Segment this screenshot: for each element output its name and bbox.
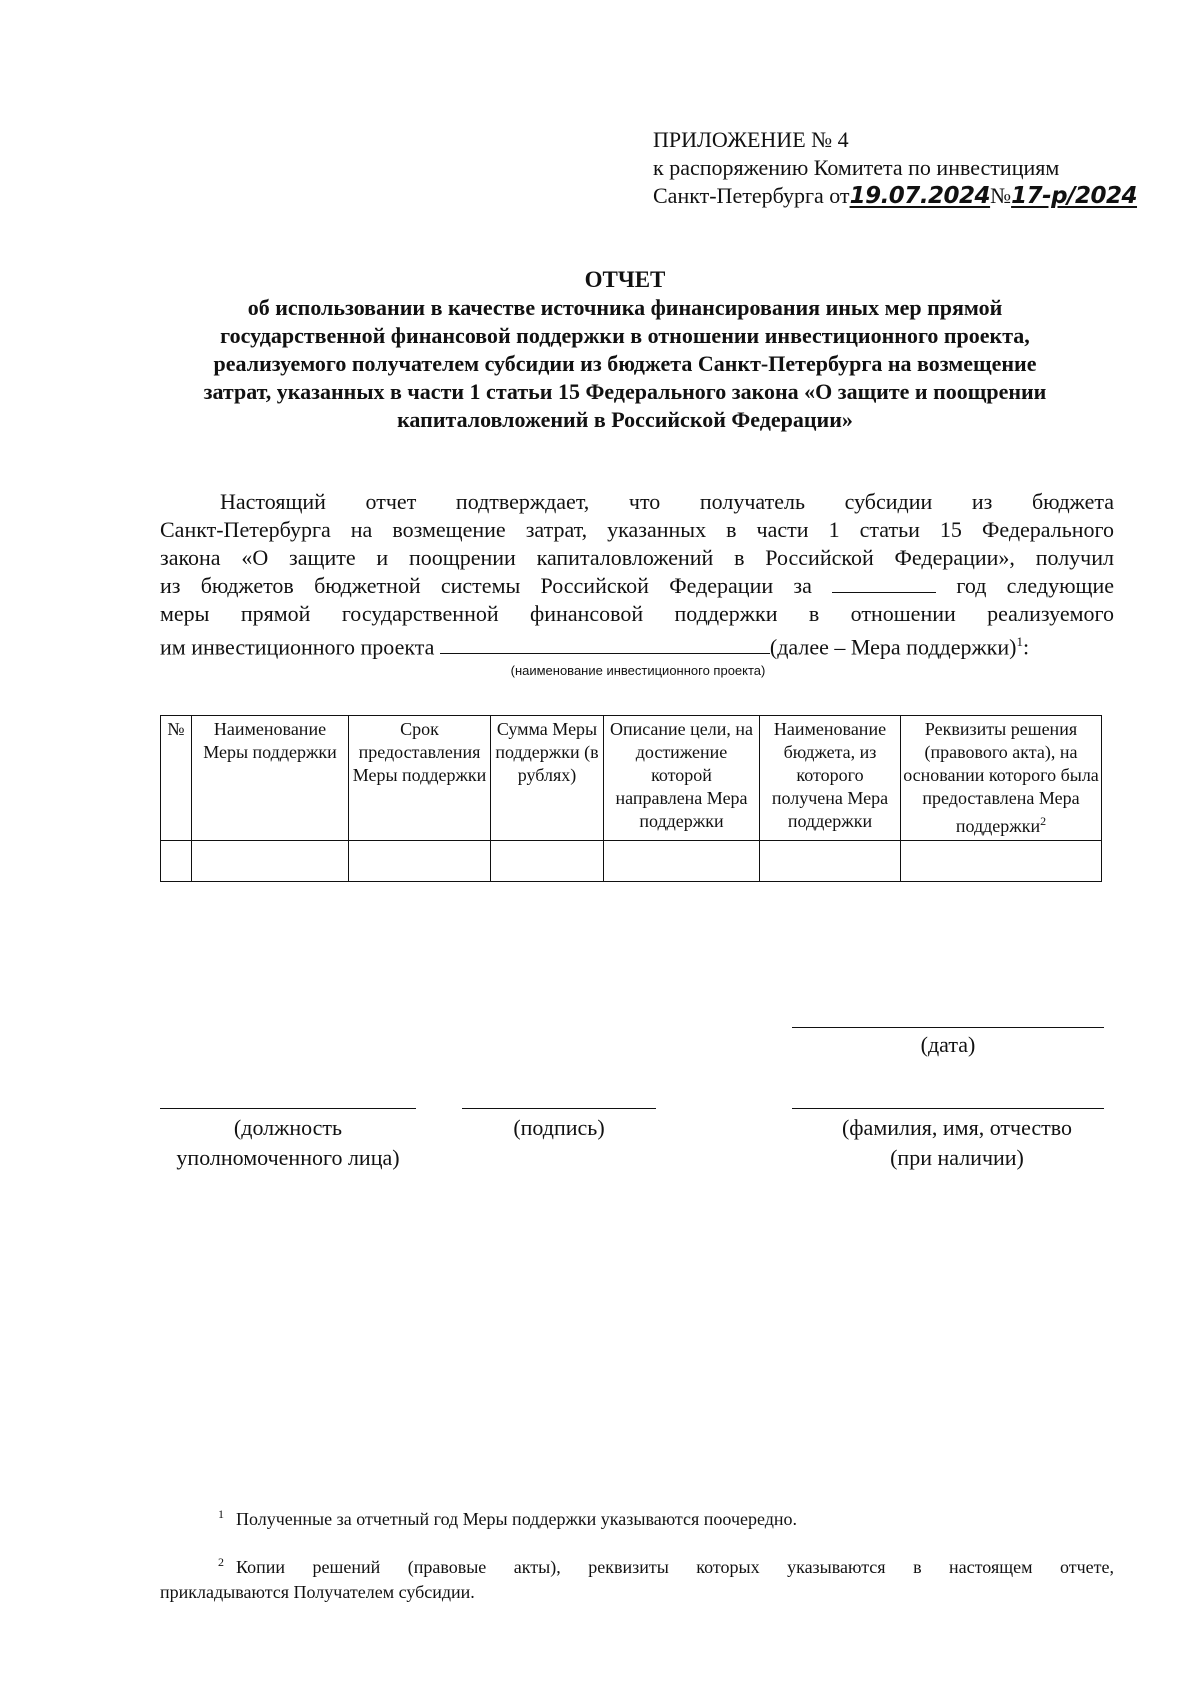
- table-cell[interactable]: [760, 841, 901, 882]
- footnote-text: Полученные за отчетный год Меры поддержки указываются поочередно.: [236, 1509, 798, 1529]
- annex-order-ref: к распоряжению Комитета по инвестициям: [653, 155, 1060, 180]
- full-name-label-line: (при наличии): [890, 1145, 1024, 1170]
- table-cell[interactable]: [491, 841, 604, 882]
- annex-header: [653, 126, 1173, 210]
- body-text: год следующие: [956, 573, 1114, 598]
- full-name-line[interactable]: [792, 1108, 1104, 1109]
- col-header-measure-name: Наименование Меры поддержки: [192, 716, 349, 841]
- annex-city: Санкт-Петербурга от: [653, 183, 850, 208]
- report-title-line: реализуемого получателем субсидии из бюджета Санкт-Петербурга на возмещение: [213, 351, 1037, 376]
- date-label: (дата): [920, 1032, 976, 1057]
- body-text: (далее – Мера поддержки): [769, 634, 1017, 660]
- signature-line[interactable]: [462, 1108, 656, 1109]
- annex-date-line: [653, 182, 1173, 210]
- body-text: из бюджетов бюджетной системы Российской Федерации за: [160, 573, 812, 598]
- col-header-budget: Наименование бюджета, из которого получена Мера поддержки: [760, 716, 901, 841]
- report-title-line: капиталовложений в Российской Федерации»: [397, 407, 853, 432]
- table-cell[interactable]: [901, 841, 1102, 882]
- body-text: :: [1022, 634, 1030, 660]
- body-line: меры прямой государственной финансовой поддержки в отношении реализуемого: [160, 601, 1114, 626]
- body-line: [160, 572, 1114, 600]
- report-title-main: ОТЧЕТ: [584, 267, 666, 292]
- report-title-line: государственной финансовой поддержки в отношении инвестиционного проекта,: [220, 323, 1030, 348]
- position-label-line: уполномоченного лица): [176, 1145, 400, 1170]
- report-title-line: затрат, указанных в части 1 статьи 15 Федерального закона «О защите и поощрении: [203, 379, 1047, 404]
- number-sign: №: [990, 183, 1012, 208]
- body-text: им инвестиционного проекта: [160, 634, 435, 660]
- footnote-mark: 2: [218, 1555, 224, 1569]
- col-header-term: Срок предоставления Меры поддержки: [349, 716, 491, 841]
- col-header-number: №: [161, 716, 192, 841]
- report-title-line: об использовании в качестве источника финансирования иных мер прямой: [247, 295, 1003, 320]
- col-header-decision: [901, 716, 1102, 841]
- footnote-2: [160, 1550, 1114, 1605]
- position-label: [150, 1113, 426, 1173]
- footnote-text: Копии решений (правовые акты), реквизиты которых указываются в настоящем отчете,: [236, 1557, 1114, 1577]
- body-line: [160, 628, 1114, 660]
- footnote-line: прикладываются Получателем субсидии.: [160, 1582, 475, 1602]
- footnote-line: [160, 1550, 1114, 1580]
- col-header-decision-text: Реквизиты решения (правового акта), на основании которого была предоставлена Мера поддержки: [903, 719, 1099, 836]
- body-line: закона «О защите и поощрении капиталовложений в Российской Федерации», получил: [160, 545, 1114, 570]
- project-name-caption: (наименование инвестиционного проекта): [510, 663, 766, 678]
- position-label-line: (должность: [233, 1115, 343, 1140]
- table-header-row: [161, 716, 1102, 841]
- date-line[interactable]: [792, 1027, 1104, 1028]
- support-measures-table: [160, 715, 1102, 882]
- footnote-mark: 1: [218, 1507, 224, 1521]
- body-line: Санкт-Петербурга на возмещение затрат, указанных в части 1 статьи 15 Федерального: [160, 517, 1114, 542]
- col-header-amount: Сумма Меры поддержки (в рублях): [491, 716, 604, 841]
- year-blank-field[interactable]: [832, 572, 936, 593]
- full-name-label-line: (фамилия, имя, отчество: [841, 1115, 1073, 1140]
- table-cell[interactable]: [604, 841, 760, 882]
- table-cell[interactable]: [161, 841, 192, 882]
- body-paragraph: [160, 488, 1114, 660]
- project-name-blank-field[interactable]: [440, 633, 770, 654]
- handwritten-date: 19.07.2024: [849, 183, 991, 209]
- table-cell[interactable]: [192, 841, 349, 882]
- signature-label: (подпись): [513, 1115, 605, 1140]
- full-name-label: [792, 1113, 1122, 1173]
- annex-number: ПРИЛОЖЕНИЕ № 4: [653, 127, 849, 152]
- footnote-ref: 1: [1016, 634, 1023, 649]
- body-line: Настоящий отчет подтверждает, что получатель субсидии из бюджета: [220, 489, 1114, 514]
- handwritten-number: 17-р/2024: [1011, 183, 1138, 209]
- position-line[interactable]: [160, 1108, 416, 1109]
- report-title: [150, 266, 1100, 434]
- table-cell[interactable]: [349, 841, 491, 882]
- col-header-purpose: Описание цели, на достижение которой направлена Мера поддержки: [604, 716, 760, 841]
- table-row: [161, 841, 1102, 882]
- footnote-ref: 2: [1040, 814, 1047, 828]
- footnote-1: [218, 1502, 1118, 1532]
